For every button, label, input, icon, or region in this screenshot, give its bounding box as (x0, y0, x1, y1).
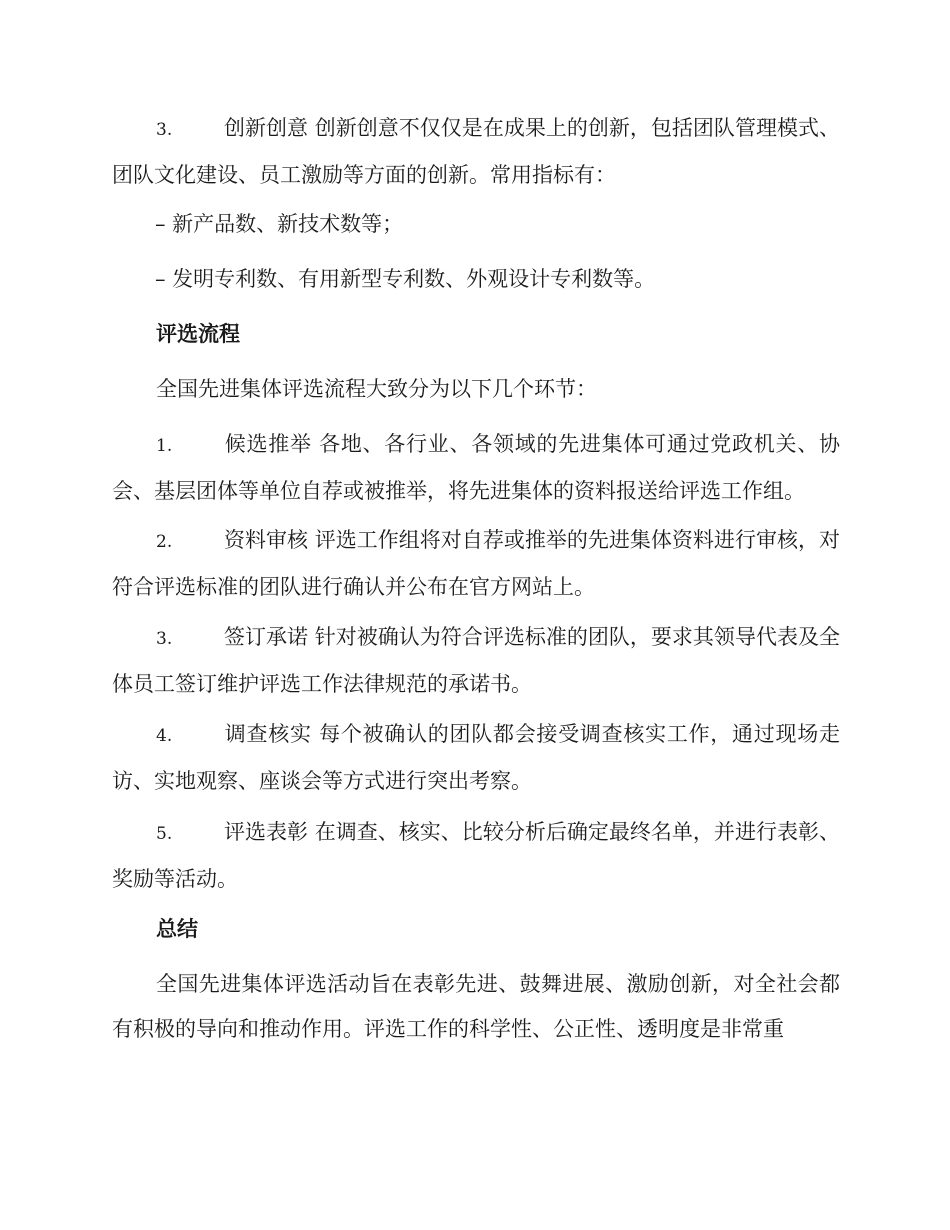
section-heading-summary: 总结 (156, 917, 198, 941)
paragraph-text: 候选推举 各地、各行业、各领域的先进集体可通过党政机关、协会、基层团体等单位自荐或被推举，将先进集体的资料报送给评选工作组。 (112, 432, 840, 503)
paragraph-text: 签订承诺 针对被确认为符合评选标准的团队，要求其领导代表及全体员工签订维护评选工作法律规范的承诺书。 (112, 625, 840, 696)
list-number: 1. (156, 436, 173, 456)
process-step (112, 422, 840, 514)
list-number: 5. (156, 824, 173, 844)
list-number: 3. (156, 629, 173, 649)
process-step (112, 810, 840, 902)
process-step (112, 615, 840, 707)
innovation-paragraph (112, 106, 840, 198)
paragraph-text: 资料审核 评选工作组将对自荐或推举的先进集体资料进行审核，对符合评选标准的团队进行确认并公布在官方网站上。 (112, 528, 840, 599)
summary-paragraph: 全国先进集体评选活动旨在表彰先进、鼓舞进展、激励创新，对全社会都有积极的导向和推动作用。评选工作的科学性、公正性、透明度是非常重 (112, 972, 840, 1041)
process-step (112, 518, 840, 610)
list-number: 2. (156, 532, 173, 552)
indicator-item: – 发明专利数、有用新型专利数、外观设计专利数等。 (155, 267, 656, 291)
section-heading-process: 评选流程 (156, 322, 240, 346)
paragraph-text: 创新创意 创新创意不仅仅是在成果上的创新，包括团队管理模式、团队文化建设、员工激励等方面的创新。常用指标有： (112, 116, 840, 187)
paragraph-text: 调查核实 每个被确认的团队都会接受调查核实工作，通过现场走访、实地观察、座谈会等方式进行突出考察。 (112, 722, 840, 793)
process-intro: 全国先进集体评选流程大致分为以下几个环节： (156, 377, 597, 401)
list-number: 3. (156, 120, 173, 140)
paragraph-text: 评选表彰 在调查、核实、比较分析后确定最终名单，并进行表彰、奖励等活动。 (112, 820, 840, 891)
list-number: 4. (156, 726, 173, 746)
indicator-item: – 新产品数、新技术数等； (155, 212, 404, 236)
process-step (112, 712, 840, 804)
